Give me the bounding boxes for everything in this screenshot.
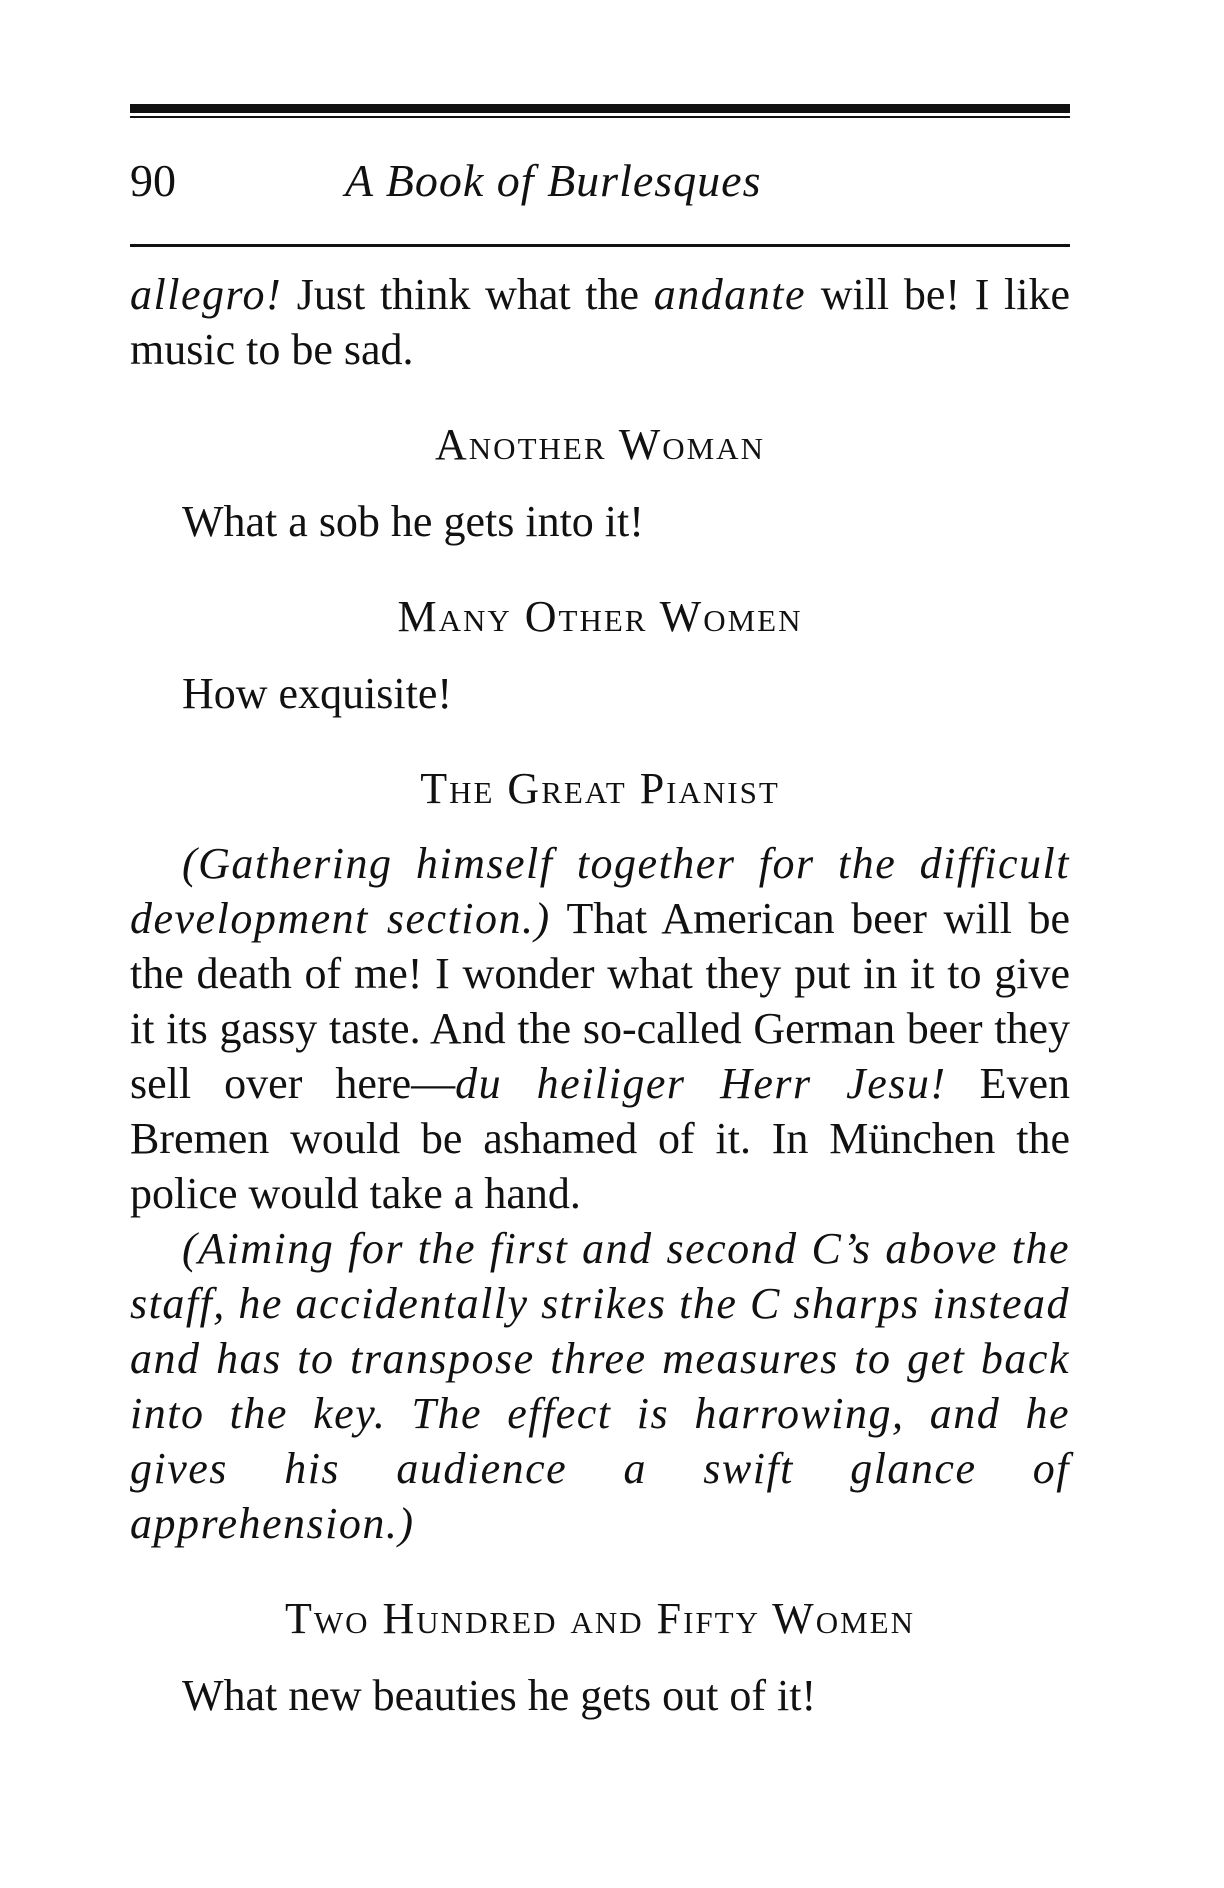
- italic-text: du heiliger Herr Jesu!: [455, 1059, 947, 1108]
- body-text: Even Bremen would be ashamed of it. In München the police would take a hand.: [130, 1059, 1070, 1218]
- stage-direction: (Gathering himself together for the difficult development section.): [130, 839, 1070, 943]
- stage-direction-paragraph: (Aiming for the first and second C’s above the staff, he accidentally strikes the C sharps instead and has to transpose three measures to get back into the key. The effect is harrowing, and he gives his audience a swift glance of apprehension.): [130, 1224, 1070, 1548]
- running-header: [130, 154, 1070, 232]
- running-title: A Book of Burlesques: [345, 155, 762, 206]
- page-body: [130, 267, 1070, 1723]
- body-text: That American beer will be the death of me! I wonder what they put in it to give it its gassy taste. And the so-called German beer they sell over here—: [130, 894, 1071, 1108]
- page-number: 90: [130, 155, 176, 206]
- top-rule-thin: [130, 116, 1070, 118]
- book-page: [130, 104, 1070, 1723]
- speaker-another-woman: Another Woman: [435, 420, 765, 469]
- dialogue-line: How exquisite!: [182, 669, 453, 718]
- paragraph-allegro: [130, 267, 1070, 377]
- top-rule-thick: [130, 104, 1070, 113]
- header-rule: [130, 244, 1070, 247]
- italic-text: allegro!: [130, 270, 283, 319]
- speaker-two-hundred-fifty-women: Two Hundred and Fifty Women: [285, 1594, 915, 1643]
- paragraph-beer: [130, 836, 1070, 1221]
- dialogue-line: What a sob he gets into it!: [182, 497, 644, 546]
- speaker-great-pianist: The Great Pianist: [420, 764, 780, 813]
- body-text: Just think what the: [282, 270, 654, 319]
- speaker-many-other-women: Many Other Women: [397, 592, 803, 641]
- dialogue-line: What new beauties he gets out of it!: [182, 1671, 817, 1720]
- body-text: will be! I like music to be sad.: [130, 270, 1071, 374]
- italic-text: andante: [653, 270, 807, 319]
